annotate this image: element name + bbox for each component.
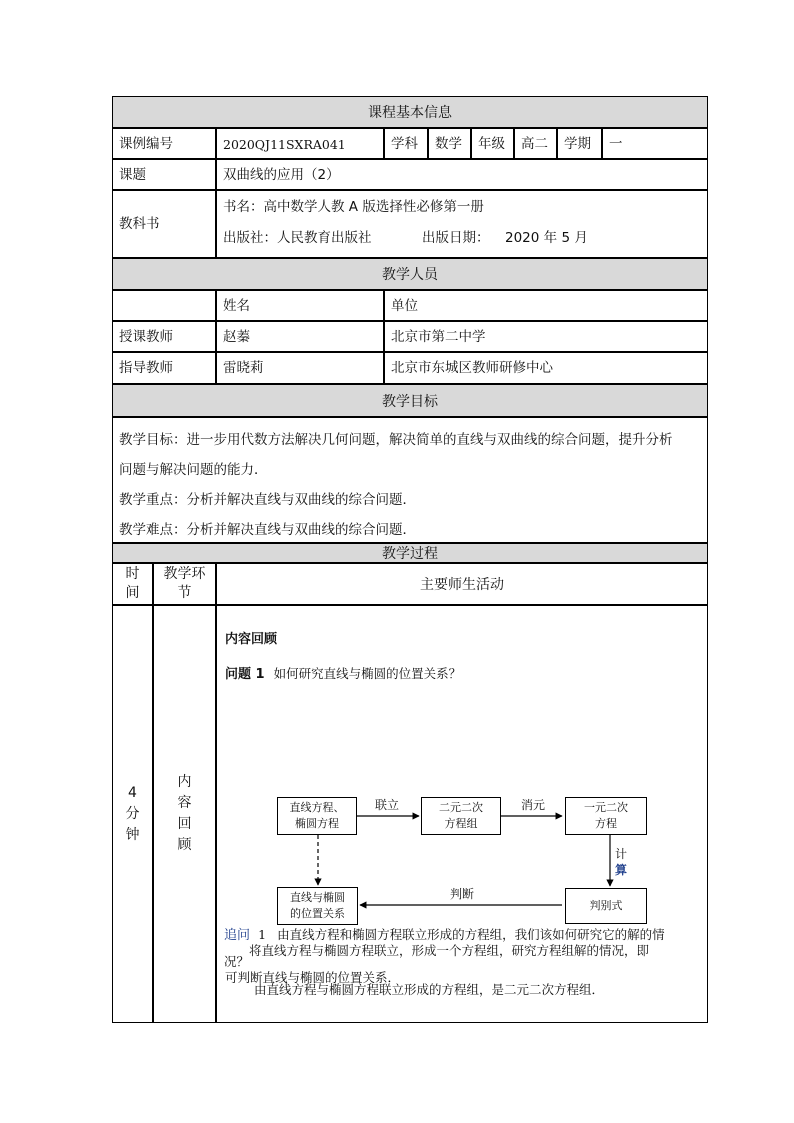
subject-label: 学科 [384,128,428,159]
objectives-cell [112,417,708,543]
edge-label-jisuan-1: 计 [615,847,628,861]
publisher: 出版社：人民教育出版社 [223,230,372,246]
edge-label-jisuan-2: 算 [615,863,628,877]
section-header-staff [112,258,708,290]
staff-name: 赵蓁 [216,321,384,352]
textbook-info-cell [216,190,708,258]
staff-role: 授课教师 [112,321,216,352]
stage-char: 回 [177,816,192,832]
textbook-label: 教科书 [119,216,160,232]
staff-name-header: 姓名 [216,290,384,321]
box-line: 直线与椭圆 [290,891,345,904]
stage-char: 顾 [177,837,192,853]
stage-header-line: 教学环 [163,566,206,582]
edge-label-panduan: 判断 [450,887,475,901]
activity-header-text: 主要师生活动 [420,577,504,593]
section-header-basic-info [112,96,708,128]
edge-label-lianli: 联立 [375,798,400,812]
flow-box-system [421,797,501,835]
box-line: 方程 [595,817,617,830]
time-char: 钟 [125,826,140,843]
followup-num: 1 [258,927,267,942]
time-header [112,563,153,605]
publish-date-value: 2020 年 5 月 [505,230,588,246]
time-header-char: 时 [125,566,140,582]
explain-line: 将直线方程与椭圆方程联立，形成一个方程组，研究方程组解的情况，即 [249,943,650,958]
book-name: 书名：高中数学人教 A 版选择性必修第一册 [223,199,484,215]
subject-value: 数学 [428,128,471,159]
staff-unit: 北京市第二中学 [384,321,708,352]
stage-char: 容 [177,795,192,811]
lesson-plan-sheet [112,96,708,1023]
box-line: 一元二次 [584,801,628,814]
section-header-process [112,543,708,563]
staff-unit-header: 单位 [384,290,708,321]
question-label: 问题 1 [225,667,265,682]
goal-line: 问题与解决问题的能力． [119,462,268,478]
term-value: 一 [602,128,708,159]
answer-line: 由直线方程与椭圆方程联立形成的方程组，是二元二次方程组． [254,982,605,997]
box-line: 判别式 [589,899,623,912]
staff-unit: 北京市东城区教师研修中心 [384,352,708,384]
publish-date-label: 出版日期： [422,230,490,246]
stage-header [153,563,216,605]
topic-value: 双曲线的应用（2） [216,159,708,190]
case-id-label: 课例编号 [112,128,216,159]
box-line: 椭圆方程 [295,817,339,830]
staff-role: 指导教师 [112,352,216,384]
case-id-value: 2020QJ11SXRA041 [216,128,384,159]
difficulty: 教学难点：分析并解决直线与双曲线的综合问题． [119,522,416,538]
key-point: 教学重点：分析并解决直线与双曲线的综合问题． [119,492,416,508]
followup-line: 况？ [224,954,250,969]
section-header-objectives [112,384,708,417]
edge-label-xiaoyuan: 消元 [521,798,546,812]
flow-box-discriminant [565,888,647,924]
section-title: 教学目标 [382,393,438,410]
flowchart [217,606,709,1024]
time-char: 分 [125,805,140,822]
term-label: 学期 [557,128,602,159]
flow-box-quadratic [565,797,647,835]
flow-box-relation [277,887,358,925]
staff-name: 雷晓莉 [216,352,384,384]
section-title: 教学过程 [382,546,438,562]
activity-cell [216,605,708,1023]
stage-char: 内 [177,774,192,790]
textbook-label-cell [112,190,216,258]
time-header-char: 间 [125,585,140,601]
time-char: 4 [128,784,137,801]
time-value [112,605,153,1023]
followup-label: 追问 [224,928,251,943]
grade-value: 高二 [514,128,557,159]
flow-box-equations [277,797,357,835]
topic-label: 课题 [112,159,216,190]
section-title: 教学人员 [382,267,438,283]
followup-line [224,924,665,943]
grade-label: 年级 [471,128,514,159]
explain-line: 可判断直线与椭圆的位置关系． [225,970,401,985]
content-title: 内容回顾 [225,632,278,647]
box-line: 直线方程、 [289,801,345,814]
section-title: 课程基本信息 [368,105,452,121]
stage-value [153,605,216,1023]
question-text: 如何研究直线与椭圆的位置关系？ [273,666,462,681]
box-line: 的位置关系 [290,907,345,920]
followup-text: 由直线方程和椭圆方程联立形成的方程组，我们该如何研究它的解的情 [277,927,665,942]
activity-header [216,563,708,605]
box-line: 二元二次 [439,801,483,814]
box-line: 方程组 [444,817,478,830]
staff-corner-cell [112,290,216,321]
goal-line: 教学目标：进一步用代数方法解决几何问题，解决简单的直线与双曲线的综合问题，提升分析 [119,432,673,448]
stage-header-line: 节 [177,585,192,601]
